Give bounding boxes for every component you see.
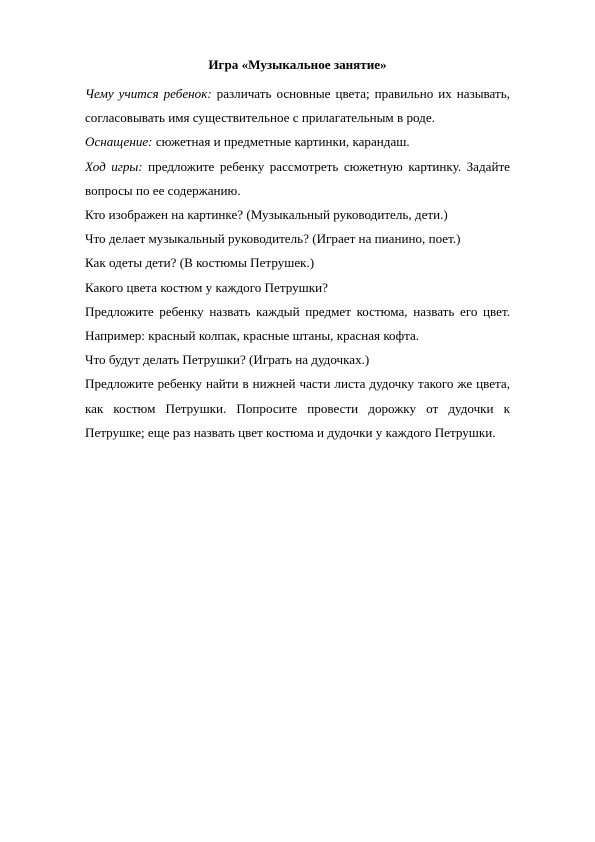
paragraph-question: Как одеты дети? (В костюмы Петрушек.) (85, 255, 315, 271)
paragraph-game-flow (85, 155, 510, 203)
paragraph-learning-goal (85, 82, 510, 130)
paragraph-text: сюжетная и предметные картинки, карандаш. (152, 134, 410, 150)
paragraph-label: Ход игры: (85, 158, 143, 174)
document-title: Игра «Музыкальное занятие» (208, 57, 387, 72)
paragraph-question: Что будут делать Петрушки? (Играть на дудочках.) (85, 352, 370, 368)
document-page (85, 56, 510, 445)
paragraph-label: Чему учится ребенок: (85, 86, 212, 101)
paragraph-text: предложите ребенку рассмотреть сюжетную картинку. Задайте вопросы по ее содержанию. (85, 158, 510, 198)
paragraph-question: Что делает музыкальный руководитель? (Играет на пианино, поет.) (85, 231, 461, 247)
paragraph-instruction: Предложите ребенку найти в нижней части листа дудочку такого же цвета, как костюм Петрушки. Попросите провести дорожку от дудочки к Петрушке; еще раз назвать цвет костюма и дудочки у каждого Петрушки. (85, 376, 510, 440)
paragraph-equipment (85, 130, 510, 154)
paragraph-text: различать основные цвета; правильно их называть, согласовывать имя существительное с прилагательным в роде. (85, 86, 511, 126)
paragraph-instruction: Предложите ребенку назвать каждый предмет костюма, назвать его цвет. Например: красный колпак, красные штаны, красная кофта. (85, 303, 510, 344)
paragraph-question: Кто изображен на картинке? (Музыкальный руководитель, дети.) (85, 207, 448, 223)
paragraph-question: Какого цвета костюм у каждого Петрушки? (85, 279, 328, 295)
paragraph-label: Оснащение: (85, 134, 153, 150)
